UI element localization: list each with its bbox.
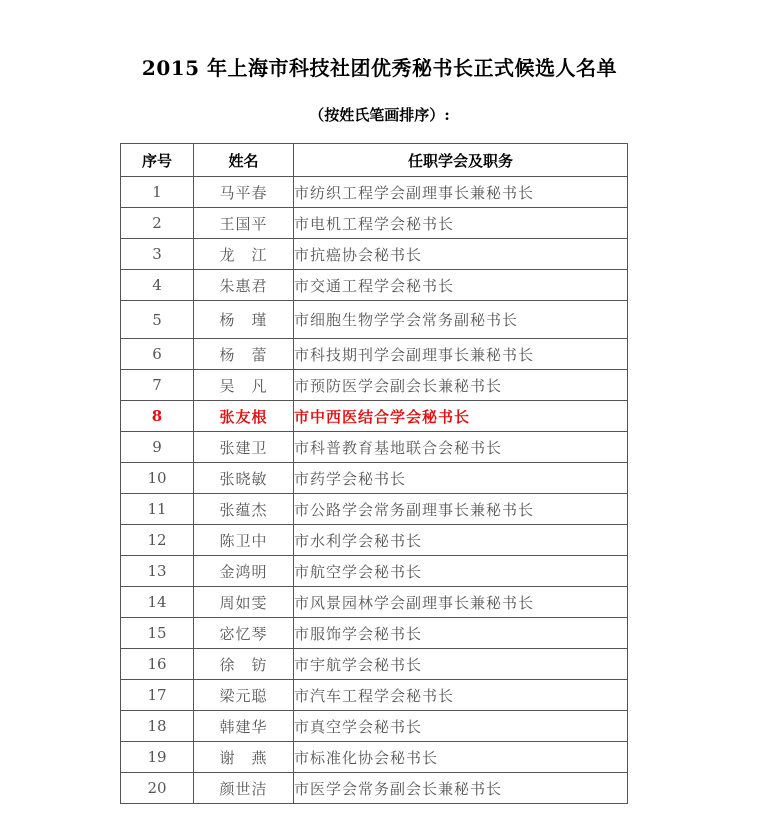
table-row	[121, 463, 628, 494]
table-row	[121, 239, 628, 270]
row-number: 20	[121, 773, 194, 804]
table-row	[121, 270, 628, 301]
row-name: 王国平	[194, 208, 294, 239]
row-position: 市宇航学会秘书长	[294, 649, 628, 680]
row-name: 杨 蕾	[194, 339, 294, 370]
table-row	[121, 587, 628, 618]
row-name: 龙 江	[194, 239, 294, 270]
table-row	[121, 339, 628, 370]
row-position: 市水利学会秘书长	[294, 525, 628, 556]
row-name: 吴 凡	[194, 370, 294, 401]
row-position: 市科普教育基地联合会秘书长	[294, 432, 628, 463]
row-number: 2	[121, 208, 194, 239]
row-position: 市科技期刊学会副理事长兼秘书长	[294, 339, 628, 370]
row-number: 5	[121, 301, 194, 339]
table-row-highlighted	[121, 401, 628, 432]
row-number: 15	[121, 618, 194, 649]
row-name: 张晓敏	[194, 463, 294, 494]
row-position: 市预防医学会副会长兼秘书长	[294, 370, 628, 401]
row-number: 11	[121, 494, 194, 525]
row-position: 市药学会秘书长	[294, 463, 628, 494]
row-name: 马平春	[194, 177, 294, 208]
row-name: 张建卫	[194, 432, 294, 463]
row-number: 7	[121, 370, 194, 401]
header-serial-number: 序号	[121, 144, 194, 177]
table-row	[121, 711, 628, 742]
row-position: 市真空学会秘书长	[294, 711, 628, 742]
table-row	[121, 773, 628, 804]
table-row	[121, 556, 628, 587]
row-number: 18	[121, 711, 194, 742]
row-number: 16	[121, 649, 194, 680]
row-number: 1	[121, 177, 194, 208]
row-name: 金鸿明	[194, 556, 294, 587]
row-name: 宓忆琴	[194, 618, 294, 649]
row-number: 12	[121, 525, 194, 556]
row-name: 徐 钫	[194, 649, 294, 680]
row-number: 8	[121, 401, 194, 432]
row-position: 市航空学会秘书长	[294, 556, 628, 587]
document-title: 2015 年上海市科技社团优秀秘书长正式候选人名单	[141, 56, 618, 80]
table-row	[121, 177, 628, 208]
table-row	[121, 742, 628, 773]
row-name: 梁元聪	[194, 680, 294, 711]
row-position: 市医学会常务副会长兼秘书长	[294, 773, 628, 804]
row-position: 市交通工程学会秘书长	[294, 270, 628, 301]
row-position: 市细胞生物学学会常务副秘书长	[294, 301, 628, 339]
row-name: 张友根	[194, 401, 294, 432]
table-row	[121, 301, 628, 339]
row-position: 市中西医结合学会秘书长	[294, 401, 628, 432]
row-position: 市风景园林学会副理事长兼秘书长	[294, 587, 628, 618]
row-number: 3	[121, 239, 194, 270]
row-number: 10	[121, 463, 194, 494]
row-number: 14	[121, 587, 194, 618]
row-position: 市公路学会常务副理事长兼秘书长	[294, 494, 628, 525]
header-name: 姓名	[194, 144, 294, 177]
row-name: 颜世洁	[194, 773, 294, 804]
row-position: 市标准化协会秘书长	[294, 742, 628, 773]
row-number: 13	[121, 556, 194, 587]
table-row	[121, 525, 628, 556]
row-position: 市纺织工程学会副理事长兼秘书长	[294, 177, 628, 208]
row-position: 市汽车工程学会秘书长	[294, 680, 628, 711]
table-row	[121, 680, 628, 711]
row-name: 陈卫中	[194, 525, 294, 556]
table-row	[121, 208, 628, 239]
row-position: 市抗癌协会秘书长	[294, 239, 628, 270]
row-position: 市电机工程学会秘书长	[294, 208, 628, 239]
row-number: 4	[121, 270, 194, 301]
row-name: 朱惠君	[194, 270, 294, 301]
row-number: 9	[121, 432, 194, 463]
row-position: 市服饰学会秘书长	[294, 618, 628, 649]
table-row	[121, 432, 628, 463]
table-row	[121, 370, 628, 401]
row-number: 6	[121, 339, 194, 370]
row-name: 张蕴杰	[194, 494, 294, 525]
row-name: 韩建华	[194, 711, 294, 742]
row-number: 17	[121, 680, 194, 711]
row-name: 杨 瑾	[194, 301, 294, 339]
header-position: 任职学会及职务	[294, 144, 628, 177]
table-row	[121, 649, 628, 680]
row-name: 周如雯	[194, 587, 294, 618]
row-number: 19	[121, 742, 194, 773]
table-row	[121, 618, 628, 649]
document-subtitle: （按姓氏笔画排序）:	[309, 106, 450, 124]
table-header-row	[121, 144, 628, 177]
row-name: 谢 燕	[194, 742, 294, 773]
candidate-table	[120, 143, 628, 804]
table-row	[121, 494, 628, 525]
